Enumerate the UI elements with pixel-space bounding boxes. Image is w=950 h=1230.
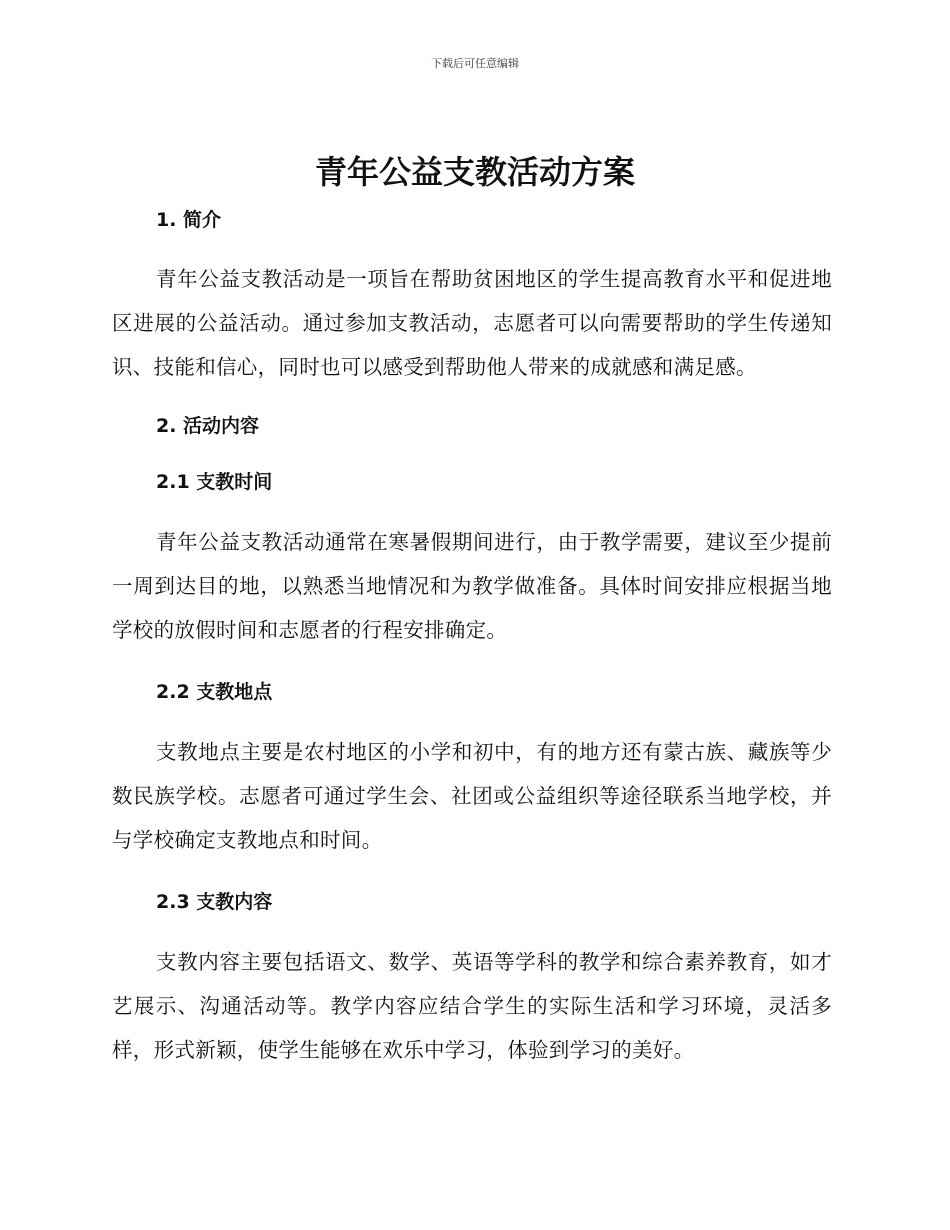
paragraph-content: 支教内容主要包括语文、数学、英语等学科的教学和综合素养教育，如才艺展示、沟通活动等。教学内容应结合学生的实际生活和学习环境，灵活多样，形式新颖，使学生能够在欢乐中学习，体验到学习的美好。 <box>112 950 832 1062</box>
section-heading-intro: 1. 简介 <box>156 209 222 231</box>
subsection-heading-place: 2.2 支教地点 <box>156 681 273 703</box>
header-note: 下载后可任意编辑 <box>431 57 519 70</box>
document-title: 青年公益支教活动方案 <box>314 153 635 191</box>
paragraph-place: 支教地点主要是农村地区的小学和初中，有的地方还有蒙古族、藏族等少数民族学校。志愿者可通过学生会、社团或公益组织等途径联系当地学校，并与学校确定支教地点和时间。 <box>112 740 832 852</box>
section-heading-activity: 2. 活动内容 <box>156 415 260 437</box>
document-body <box>112 200 832 1072</box>
paragraph-time: 青年公益支教活动通常在寒暑假期间进行，由于教学需要，建议至少提前一周到达目的地，以熟悉当地情况和为教学做准备。具体时间安排应根据当地学校的放假时间和志愿者的行程安排确定。 <box>112 530 832 642</box>
subsection-heading-time: 2.1 支教时间 <box>156 471 273 493</box>
paragraph-intro: 青年公益支教活动是一项旨在帮助贫困地区的学生提高教育水平和促进地区进展的公益活动。通过参加支教活动，志愿者可以向需要帮助的学生传递知识、技能和信心，同时也可以感受到帮助他人带来的成就感和满足感。 <box>112 267 832 379</box>
subsection-heading-content: 2.3 支教内容 <box>156 891 273 913</box>
